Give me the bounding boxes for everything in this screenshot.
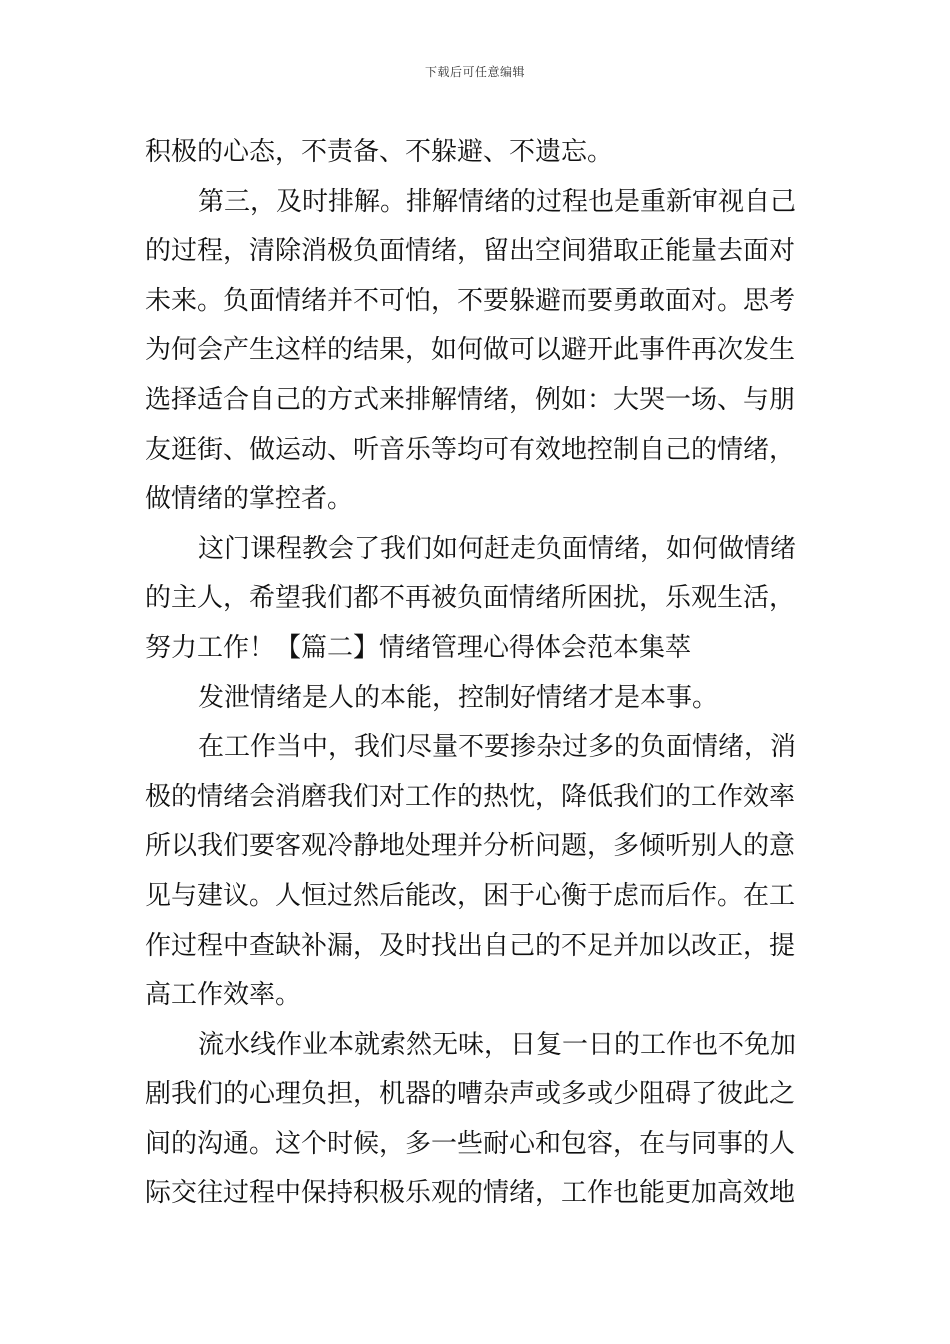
text-line: 的过程，清除消极负面情绪，留出空间猎取正能量去面对 — [145, 236, 796, 267]
text-line: 的主人，希望我们都不再被负面情绪所困扰，乐观生活， — [145, 583, 796, 614]
text-line: 积极的心态，不责备、不躲避、不遗忘。 — [145, 137, 614, 167]
text-line: 未来。负面情绪并不可怕，不要躲避而要勇敢面对。思考 — [145, 285, 796, 316]
page-header: 下载后可任意编辑 — [424, 65, 525, 79]
text-line: 间的沟通。这个时候，多一些耐心和包容，在与同事的人 — [145, 1128, 796, 1159]
text-line: 作过程中查缺补漏，及时找出自己的不足并加以改正，提 — [145, 930, 796, 961]
text-line: 所以我们要客观冷静地处理并分析问题，多倾听别人的意 — [145, 831, 796, 862]
text-line: 努力工作！【篇二】情绪管理心得体会范本集萃 — [145, 632, 692, 663]
text-line: 在工作当中，我们尽量不要掺杂过多的负面情绪，消 — [198, 732, 797, 763]
text-line: 际交往过程中保持积极乐观的情绪，工作也能更加高效地 — [145, 1178, 796, 1209]
text-line: 做情绪的掌控者。 — [145, 484, 354, 515]
text-line: 第三，及时排解。排解情绪的过程也是重新审视自己 — [198, 186, 797, 217]
text-line: 剧我们的心理负担，机器的嘈杂声或多或少阻碍了彼此之 — [145, 1079, 796, 1110]
text-line: 流水线作业本就索然无味，日复一日的工作也不免加 — [198, 1029, 797, 1060]
text-line: 选择适合自己的方式来排解情绪，例如：大哭一场、与朋 — [145, 384, 796, 415]
text-line: 高工作效率。 — [145, 980, 302, 1011]
text-line: 见与建议。人恒过然后能改，困于心衡于虑而后作。在工 — [145, 880, 796, 911]
text-line: 友逛街、做运动、听音乐等均可有效地控制自己的情绪， — [145, 434, 796, 465]
text-line: 为何会产生这样的结果，如何做可以避开此事件再次发生 — [145, 335, 796, 366]
text-line: 这门课程教会了我们如何赶走负面情绪，如何做情绪 — [198, 533, 797, 564]
text-line: 极的情绪会消磨我们对工作的热忱，降低我们的工作效率 — [145, 781, 796, 812]
document-body — [145, 128, 815, 1219]
text-line: 发泄情绪是人的本能，控制好情绪才是本事。 — [198, 682, 719, 713]
